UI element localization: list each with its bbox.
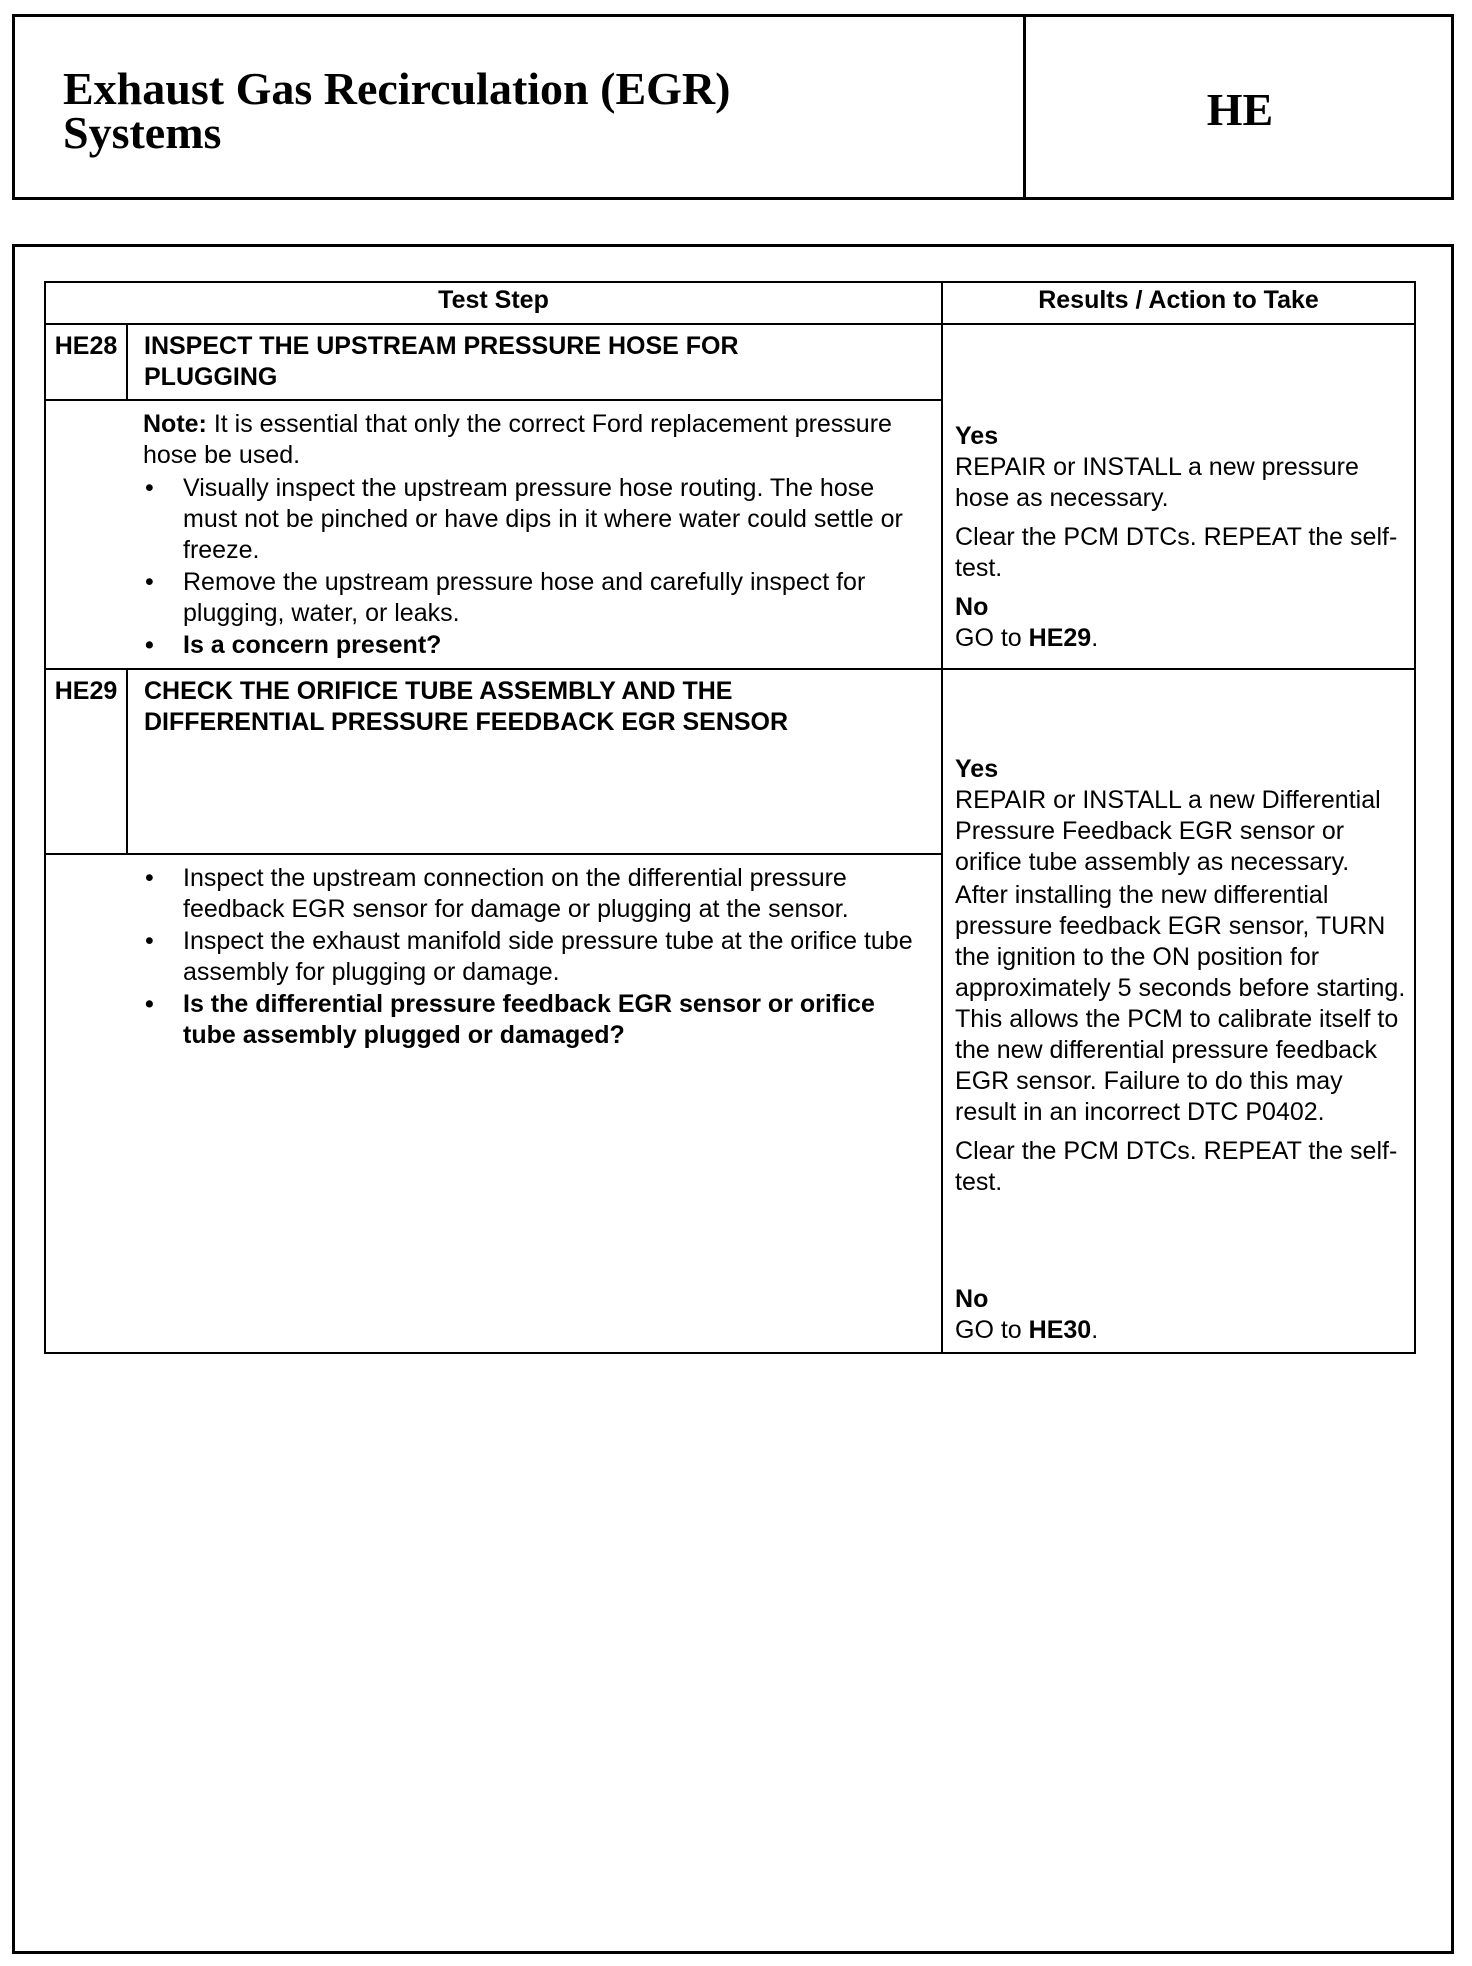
go-to-prefix: GO to: [955, 624, 1029, 652]
page-title-line-2: Systems: [63, 107, 222, 158]
step-title-line: PLUGGING: [144, 363, 278, 391]
step-bullet-list: [143, 473, 929, 661]
yes-action: Clear the PCM DTCs. REPEAT the self-test.: [955, 523, 1398, 582]
go-to-link[interactable]: HE30: [1028, 1316, 1092, 1344]
step-he29-results: [942, 669, 1415, 1353]
note-label: Note:: [143, 410, 207, 438]
go-to-prefix: GO to: [955, 1316, 1029, 1344]
go-to-suffix: .: [1091, 1316, 1099, 1344]
list-item: • Remove the upstream pressure hose and carefully inspect for plugging, water, or leaks.: [143, 567, 929, 629]
step-id-blank: [45, 854, 127, 1353]
step-id: HE28: [45, 324, 127, 400]
list-item: • Inspect the upstream connection on the differential pressure feedback EGR sensor for damage or plugging at the sensor.: [143, 863, 929, 925]
yes-label: Yes: [955, 755, 999, 783]
column-header-test-step: Test Step: [45, 282, 942, 324]
no-label: No: [955, 593, 989, 621]
step-title-line: DIFFERENTIAL PRESSURE FEEDBACK EGR SENSOR: [144, 708, 789, 736]
step-he29-title-row: [45, 669, 1415, 854]
list-item: • Inspect the exhaust manifold side pressure tube at the orifice tube assembly for plugging or damage.: [143, 926, 929, 988]
step-question: • Is a concern present?: [143, 630, 929, 661]
no-action: [955, 623, 1406, 654]
step-title: [127, 324, 942, 400]
step-bullet-list: [143, 863, 929, 1051]
yes-action: REPAIR or INSTALL a new pressure hose as necessary.: [955, 453, 1359, 512]
step-note: [143, 409, 929, 471]
no-label: No: [955, 1285, 989, 1313]
step-he28-results: [942, 324, 1415, 669]
table-header-row: [45, 282, 1415, 324]
step-id-blank: [45, 400, 127, 669]
step-title-line: INSPECT THE UPSTREAM PRESSURE HOSE FOR: [144, 332, 739, 360]
step-body: [127, 854, 942, 1353]
page-title-line-1: Exhaust Gas Recirculation (EGR): [63, 63, 731, 114]
section-code: HE: [1206, 83, 1274, 135]
go-to-link[interactable]: HE29: [1028, 624, 1092, 652]
yes-label: Yes: [955, 422, 999, 450]
yes-action: Clear the PCM DTCs. REPEAT the self-test.: [955, 1137, 1398, 1196]
step-title: [127, 669, 942, 854]
note-text: It is essential that only the correct Ford replacement pressure hose be used.: [143, 410, 892, 469]
test-step-table: [44, 281, 1416, 1354]
step-body: [127, 400, 942, 669]
no-action: [955, 1315, 1406, 1346]
step-he28-title-row: [45, 324, 1415, 400]
page-title: [63, 63, 1003, 158]
list-item: • Visually inspect the upstream pressure hose routing. The hose must not be pinched or have dips in it where water could settle or freeze.: [143, 473, 929, 566]
go-to-suffix: .: [1091, 624, 1099, 652]
step-id: HE29: [45, 669, 127, 854]
yes-action: After installing the new differential pressure feedback EGR sensor, TURN the ignition to the ON position for approximately 5 seconds before starting. This allows the PCM to calibrate itself to the new differential pressure feedback EGR sensor. Failure to do this may result in an incorrect DTC P0402.: [955, 881, 1406, 1126]
step-question: • Is the differential pressure feedback EGR sensor or orifice tube assembly plugged or damaged?: [143, 989, 929, 1051]
column-header-results: Results / Action to Take: [942, 282, 1415, 324]
page-header: [12, 14, 1454, 200]
yes-action: REPAIR or INSTALL a new Differential Pressure Feedback EGR sensor or orifice tube assembly as necessary.: [955, 786, 1381, 876]
step-title-line: CHECK THE ORIFICE TUBE ASSEMBLY AND THE: [144, 677, 733, 705]
